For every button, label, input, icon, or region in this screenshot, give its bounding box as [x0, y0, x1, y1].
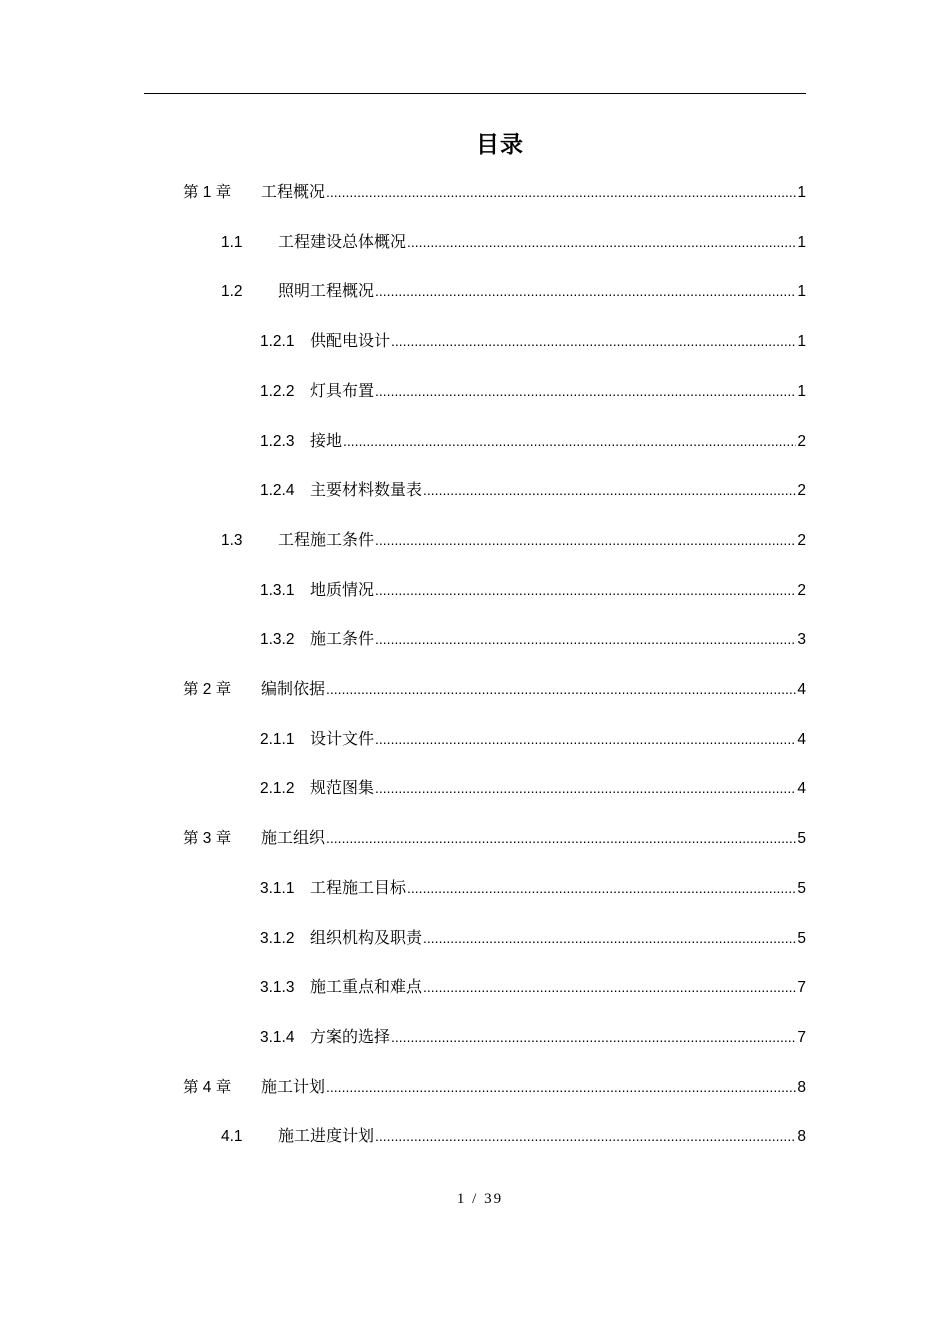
toc-entry[interactable]	[260, 1024, 806, 1050]
toc-entry-label: 组织机构及职责	[310, 930, 423, 947]
toc-entry[interactable]	[260, 974, 806, 1000]
toc-entry-page: 1	[797, 184, 806, 201]
toc-entry-page: 1	[797, 234, 806, 251]
toc-title: 目录	[476, 131, 524, 157]
toc-entry-label: 施工重点和难点	[310, 979, 423, 996]
toc-entry[interactable]	[260, 378, 806, 404]
page-footer: 1 / 39	[456, 1191, 504, 1207]
toc-entry[interactable]	[260, 775, 806, 801]
toc-entry[interactable]	[221, 527, 806, 553]
toc-leader-dots	[375, 726, 796, 752]
toc-entry[interactable]	[183, 179, 806, 205]
toc-entry[interactable]	[260, 577, 806, 603]
toc-entry-label: 设计文件	[310, 731, 375, 748]
toc-entry-number: 1.2.3	[260, 433, 295, 450]
toc-leader-dots	[326, 676, 796, 702]
toc-leader-dots	[391, 1024, 796, 1050]
toc-entry-number: 1.2	[221, 283, 243, 300]
toc-entry-page: 5	[797, 830, 806, 847]
toc-leader-dots	[423, 925, 796, 951]
toc-leader-dots	[407, 875, 796, 901]
toc-leader-dots	[343, 428, 796, 454]
toc-entry-number: 4.1	[221, 1128, 243, 1145]
toc-entry-page: 2	[797, 433, 806, 450]
toc-leader-dots	[375, 626, 796, 652]
toc-entry-number: 1.3.2	[260, 631, 295, 648]
toc-entry-label: 供配电设计	[310, 333, 391, 350]
toc-entry-number: 第 3 章	[183, 830, 232, 847]
toc-entry[interactable]	[221, 278, 806, 304]
toc-leader-dots	[375, 527, 796, 553]
toc-entry-label: 地质情况	[310, 582, 375, 599]
toc-leader-dots	[375, 1123, 796, 1149]
toc-entry-number: 1.2.2	[260, 383, 295, 400]
toc-entry-number: 3.1.2	[260, 930, 295, 947]
toc-entry-label: 工程建设总体概况	[278, 234, 407, 251]
toc-entry-label: 施工进度计划	[278, 1128, 375, 1145]
toc-entry-number: 1.1	[221, 234, 243, 251]
toc-entry-number: 3.1.3	[260, 979, 295, 996]
toc-entry-page: 4	[797, 780, 806, 797]
toc-entry-page: 7	[797, 1029, 806, 1046]
toc-leader-dots	[423, 477, 796, 503]
toc-entry-label: 照明工程概况	[278, 283, 375, 300]
toc-entry-number: 第 1 章	[183, 184, 232, 201]
toc-leader-dots	[326, 825, 796, 851]
toc-entry-label: 工程概况	[261, 184, 326, 201]
toc-entry-page: 7	[797, 979, 806, 996]
toc-leader-dots	[375, 775, 796, 801]
toc-entry-number: 1.3.1	[260, 582, 295, 599]
toc-entry[interactable]	[260, 925, 806, 951]
toc-entry-label: 接地	[310, 433, 343, 450]
toc-entry[interactable]	[183, 676, 806, 702]
toc-entry-label: 工程施工条件	[278, 532, 375, 549]
toc-entry-page: 4	[797, 731, 806, 748]
toc-entry-label: 规范图集	[310, 780, 375, 797]
toc-leader-dots	[375, 378, 796, 404]
toc-entry-label: 灯具布置	[310, 383, 375, 400]
toc-entry-number: 3.1.1	[260, 880, 295, 897]
toc-entry-page: 5	[797, 880, 806, 897]
toc-entry-label: 施工组织	[261, 830, 326, 847]
toc-entry-page: 3	[797, 631, 806, 648]
toc-entry-page: 1	[797, 383, 806, 400]
toc-entry-label: 施工计划	[261, 1079, 326, 1096]
toc-entry-page: 8	[797, 1079, 806, 1096]
toc-entry-number: 第 4 章	[183, 1079, 232, 1096]
toc-entry-label: 工程施工目标	[310, 880, 407, 897]
toc-entry-number: 3.1.4	[260, 1029, 295, 1046]
toc-entry-page: 1	[797, 283, 806, 300]
toc-entry-label: 施工条件	[310, 631, 375, 648]
toc-entry[interactable]	[260, 477, 806, 503]
toc-entry[interactable]	[221, 1123, 806, 1149]
toc-entry[interactable]	[260, 875, 806, 901]
toc-entry-number: 2.1.1	[260, 731, 295, 748]
toc-entry-page: 2	[797, 582, 806, 599]
toc-entry-number: 1.3	[221, 532, 243, 549]
toc-entry-number: 1.2.4	[260, 482, 295, 499]
toc-entry-page: 2	[797, 532, 806, 549]
toc-leader-dots	[407, 229, 796, 255]
toc-entry-label: 方案的选择	[310, 1029, 391, 1046]
toc-entry-page: 8	[797, 1128, 806, 1145]
toc-entry-page: 2	[797, 482, 806, 499]
toc-leader-dots	[326, 179, 796, 205]
toc-entry-number: 2.1.2	[260, 780, 295, 797]
toc-entry[interactable]	[260, 328, 806, 354]
toc-leader-dots	[326, 1074, 796, 1100]
toc-entry[interactable]	[260, 626, 806, 652]
toc-entry[interactable]	[260, 428, 806, 454]
toc-entry-page: 5	[797, 930, 806, 947]
toc-entry[interactable]	[260, 726, 806, 752]
toc-entry-label: 编制依据	[261, 681, 326, 698]
toc-entry-number: 1.2.1	[260, 333, 295, 350]
toc-entry[interactable]	[183, 825, 806, 851]
toc-entry-page: 1	[797, 333, 806, 350]
toc-entry[interactable]	[221, 229, 806, 255]
toc-entry[interactable]	[183, 1074, 806, 1100]
toc-leader-dots	[375, 278, 796, 304]
toc-leader-dots	[391, 328, 796, 354]
toc-entry-label: 主要材料数量表	[310, 482, 423, 499]
toc-leader-dots	[423, 974, 796, 1000]
toc-entry-page: 4	[797, 681, 806, 698]
toc-leader-dots	[375, 577, 796, 603]
toc-entry-number: 第 2 章	[183, 681, 232, 698]
